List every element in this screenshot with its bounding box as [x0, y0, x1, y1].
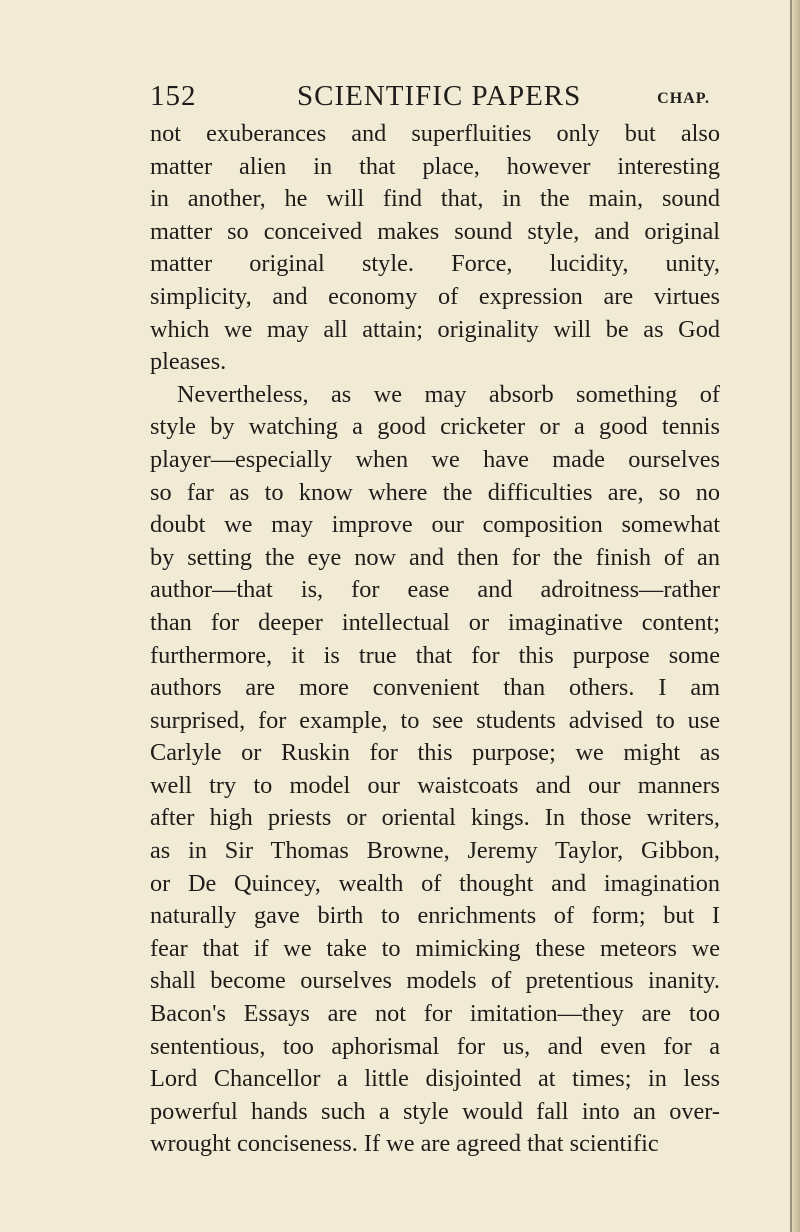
text-line: wrought conciseness. If we are agreed that scientific — [150, 1130, 659, 1158]
text-line: matter so conceived makes sound style, and original — [150, 217, 720, 245]
text-line: after high priests or oriental kings. In those writers, — [150, 804, 720, 832]
page-number: 152 — [150, 80, 197, 112]
text-line: authors are more convenient than others. I am — [150, 674, 720, 702]
text-line: simplicity, and economy of expression are virtues — [150, 282, 720, 310]
text-line: Bacon's Essays are not for imitation—they are too — [150, 1000, 720, 1028]
text-line: than for deeper intellectual or imaginative content; — [150, 608, 720, 636]
text-line: which we may all attain; originality will be as God — [150, 315, 720, 343]
text-line: style by watching a good cricketer or a good tennis — [150, 413, 720, 441]
text-line: sententious, too aphorismal for us, and even for a — [150, 1032, 720, 1060]
text-line: author—that is, for ease and adroitness—rather — [150, 576, 720, 604]
text-line: or De Quincey, wealth of thought and imagination — [150, 869, 720, 897]
text-line: matter original style. Force, lucidity, unity, — [150, 250, 720, 278]
text-line: powerful hands such a style would fall into an over- — [150, 1097, 720, 1125]
paragraph-end-line: pleases. — [150, 348, 227, 376]
text-line: naturally gave birth to enrichments of form; but I — [150, 902, 720, 930]
body-text — [150, 118, 720, 1161]
text-line: not exuberances and superfluities only but also — [150, 120, 720, 147]
section-marker: CHAP. — [657, 90, 710, 107]
text-line: player—especially when we have made ourselves — [150, 445, 720, 473]
text-line: as in Sir Thomas Browne, Jeremy Taylor, Gibbon, — [150, 837, 720, 865]
text-line: fear that if we take to mimicking these meteors we — [150, 934, 720, 962]
text-line: well try to model our waistcoats and our manners — [150, 771, 720, 799]
text-line: shall become ourselves models of pretentious inanity. — [150, 967, 720, 995]
page-edge-shadow — [790, 0, 792, 1232]
text-line: surprised, for example, to see students advised to use — [150, 706, 720, 734]
paragraph-start-line: Nevertheless, as we may absorb something of — [177, 380, 720, 408]
text-line: Lord Chancellor a little disjointed at times; in less — [150, 1065, 720, 1093]
text-line: furthermore, it is true that for this purpose some — [150, 641, 720, 669]
text-line: so far as to know where the difficulties are, so no — [150, 478, 720, 506]
text-line: doubt we may improve our composition somewhat — [150, 511, 720, 539]
text-line: in another, he will find that, in the main, sound — [150, 185, 720, 213]
text-line: Carlyle or Ruskin for this purpose; we might as — [150, 739, 720, 767]
running-title: SCIENTIFIC PAPERS — [297, 80, 582, 112]
text-line: matter alien in that place, however interesting — [150, 152, 720, 180]
text-line: by setting the eye now and then for the finish of an — [150, 543, 720, 571]
